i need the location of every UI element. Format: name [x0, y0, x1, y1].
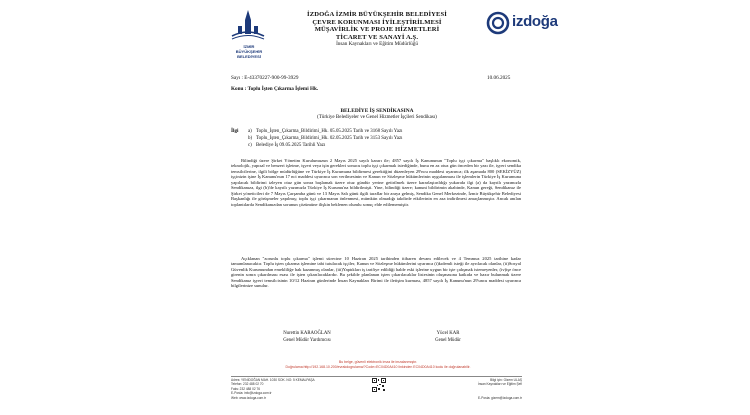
- signature-block-left: [262, 330, 352, 344]
- footer-address: Adres: YENİDOĞAN MAH. 1030 SOK. NO: 5 KEMALPAŞA: [231, 378, 315, 382]
- letterhead-line: TİCARET VE SANAYİ A.Ş.: [335, 33, 419, 41]
- izdoga-wordmark: izdoğa: [512, 13, 558, 30]
- document-subject: Konu : Toplu İşten Çıkarma İşlemi Hk.: [231, 86, 319, 92]
- footer-fax: Faks: 232 488 02 76: [231, 386, 261, 391]
- qr-code-icon: [372, 378, 386, 392]
- letterhead-line: ÇEVRE KORUNMASI İYİLEŞTİRİLMESİ: [312, 18, 442, 26]
- logo-caption-line: İZMİR: [243, 44, 255, 49]
- izdoga-mark-icon: [486, 11, 510, 35]
- verification-link[interactable]: Doğrulama:http://192.168.10.200/evrakdogrulama/?Code=EC04D0A410 linkinden EC04D0A410 kodu ile doğrulanabilir.: [285, 364, 471, 369]
- document-date: 10.06.2025: [487, 75, 511, 81]
- body-paragraph-2: Açıklanan "zorunlu toplu çıkarma" işlemi sürecine 10 Haziran 2025 tarihinden itibaren devam edilecek ve 4 Temmuz 2025 tarihine kadar tamamlanacaktır. Toplu işten çıkarma işlemine tabi tutulacak işçiler, Kanun ve Sözleşme hükümlerini uyarınca (i)kıdemli isteği ile ayrılacak olanlar, (ii)Sosyal Güvenlik Kurumundan emekliliğe hak kazanmış olanlar, (iii)Yaptıkları iş tarifiye edildiği halde eski işlerine uygun bir işte çalışmak istemeyenler, (iv)işe önce girenin sonra çıkarılması esası ile işten çıkarılacaklardır. Bu şekilde planlanan işten çıkarılacaklar listesinin oluşmasına katkıda ve hazır bulunmak üzere Sendikanız işyeri temsilcisinin 10/12 Haziran günlerinde İnsan Kaynakları Birimi ile iletişim kurması, 4857 sayılı İş Kanunu'nun 29'uncu maddesi uyarınca bilgilerinize sunulur.: [231, 256, 521, 289]
- signatory-title: Genel Müdür: [435, 338, 461, 343]
- reference-item: [248, 142, 402, 149]
- reference-text: Belediye İş 09.05.2025 Tarihli Yazı: [256, 143, 326, 149]
- department-name: İnsan Kaynakları ve Eğitim Müdürlüğü: [336, 41, 418, 48]
- document-number: Sayı : E-43370227-900-99-3929: [231, 75, 299, 81]
- letterhead: [262, 11, 492, 48]
- reference-label: İlgi: [231, 128, 239, 134]
- logo-caption-line: BELEDİYESİ: [237, 54, 261, 59]
- esignature-notice-line: Bu belge, güvenli elektronik imza ile imzalanmıştır.: [338, 360, 418, 364]
- footer-phone: Telefon: 232 488 02 70: [231, 382, 264, 387]
- esignature-notice: [250, 360, 506, 369]
- signature-block-right: [403, 330, 493, 344]
- reference-text: Toplu_İşten_Çıkarma_Bildirimi_Hk. 05.05.2025 Tarih ve 3168 Sayılı Yazı: [256, 129, 403, 134]
- reference-item: [248, 128, 402, 135]
- footer-contact-left: [231, 378, 315, 400]
- reference-text: Toplu_İşten_Çıkarma_Bildirimi_Hk. 02.05.2025 Tarih ve 3153 Sayılı Yazı: [256, 136, 403, 142]
- addressee-name: BELEDİYE İŞ SENDİKASINA: [340, 108, 414, 114]
- footer-contact-title: İnsan Kaynakları ve Eğitim Şefi: [477, 382, 522, 387]
- logo-caption-line: BÜYÜKŞEHİR: [235, 49, 263, 54]
- footer-contact-person: Bilgi için: Gizem ULAŞ: [490, 378, 522, 382]
- footer-email[interactable]: E-Posta: info@izdoga.com.tr: [231, 391, 272, 396]
- letterhead-line: İZDOĞA İZMİR BÜYÜKŞEHİR BELEDİYESİ: [307, 11, 447, 18]
- body-paragraph-1: Bilindiği üzere Şirket Yönetim Kurulumuzun 2 Mayıs 2025 sayılı kararı ile; 4857 sayılı İş Kanununun "Toplu işçi çıkarma" başlıklı ekonomik, teknolojik, yapısal ve benzeri işletme, işyeri veya işin gerekleri sonucu toplu işçi çıkarmak istediğinde, bunu en az otuz gün önceden bir yazı ile, işyeri sendika temsilcilerine, ilgili bölge müdürlüğüne ve Türkiye İş Kurumuna bildirmesi gerektiğini düzenleyen 29'ncu maddesi uyarınca; ilk aşamada 800 (SEKİZYÜZ) işçinizin işine İş Kanunu'nun 17 nci maddesi uyarınca son verilmesinin ve Kanun ve Sözleşme hükümlerinin uygulanması ile işlemlerin Türkiye İş Kurumuna yapılacak bildirimi izleyen otuz gün sonra başlamak üzere otuz gündür yerine getirilmek üzere kararlaştırıldığı yukarıda ilgi (a) da kayıtlı yazımızla Sendikanıza, ilgi (b)'de kayıtlı yazımızla Türkiye İş Kurumu'na bildirilmişti. Yine, bilindiği üzere; kanuni bildirimin akabinde, Kanun gereği, Sendikanız ile Şirket yöneticileri de 7 Mayıs Çarşamba günü ve 13 Mayıs Salı günü ilgili taraflar bir araya gelmiş, Sendika Genel Merkezinde, İzmir Büyükşehir Belediyesi Başkanlığı ile görüşmeler yapılmış; toplu işçi çıkarmanın önlenmesi, mümkün olmadığı takdirde etkilerinin en aza indirilmesi amaçlanmıştır. Ancak anılan toplantılarda Sendikanızdan sorunun çözümüne ilişkin beklenen olumlu sonuç elde edilememiştir.: [231, 158, 521, 207]
- reference-list: [248, 128, 402, 150]
- letterhead-line: MÜŞAVİRLİK VE PROJE HİZMETLERİ: [314, 26, 440, 34]
- addressee: [262, 108, 492, 122]
- reference-letter: b): [248, 136, 253, 142]
- reference-letter: a): [248, 129, 252, 134]
- signatory-name: Nurettin KARAOĞLAN: [283, 331, 331, 336]
- reference-letter: c): [248, 143, 252, 149]
- signatory-title: Genel Müdür Yardımcısı: [283, 338, 331, 343]
- footer-contact-email[interactable]: E-Posta: gizem@izdoga.com.tr: [478, 395, 522, 400]
- reference-item: [248, 135, 402, 142]
- footer-divider: [231, 376, 522, 377]
- addressee-full-name: (Türkiye Belediyeler ve Genel Hizmetler İşçileri Sendikası): [317, 115, 437, 120]
- footer-web[interactable]: Web: www.izdoga.com.tr: [231, 395, 267, 400]
- footer-contact-right: [447, 378, 522, 400]
- signatory-name: Yücel KAR: [436, 331, 460, 336]
- izdoga-logo: [486, 11, 576, 37]
